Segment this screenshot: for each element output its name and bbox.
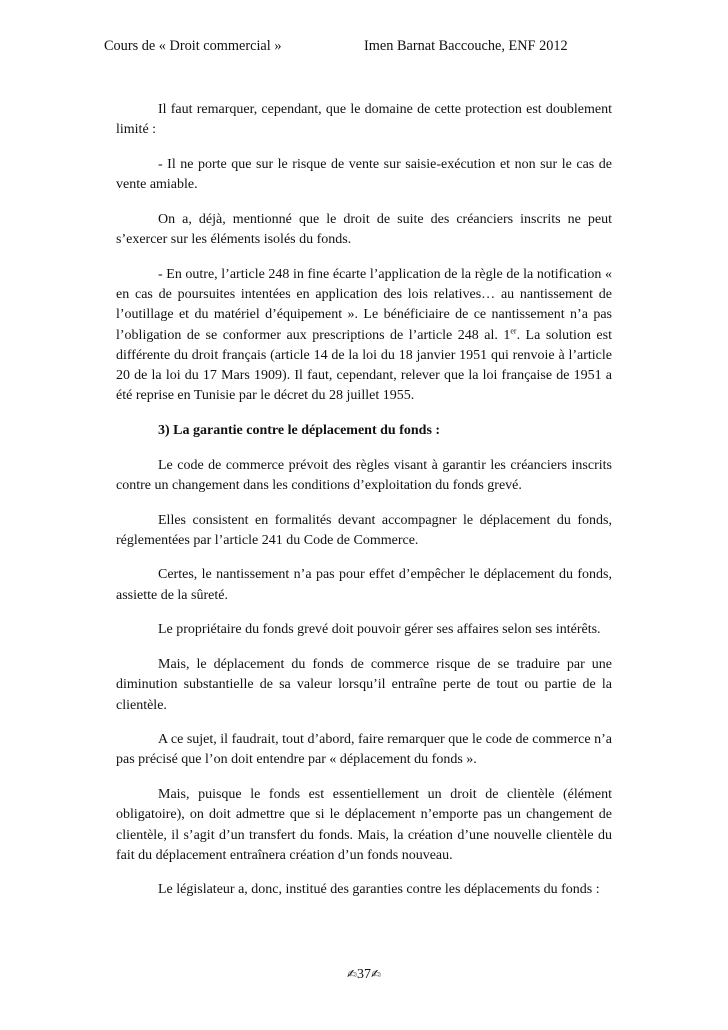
section-heading: 3) La garantie contre le déplacement du fonds : [158, 423, 441, 439]
superscript: er [510, 325, 517, 335]
paragraph: A ce sujet, il faudrait, tout d’abord, faire remarquer que le code de commerce n’a pas précisé que l’on doit entendre par « déplacement du fonds ». [116, 732, 612, 768]
pen-icon: ✍ [371, 967, 382, 981]
paragraph: Mais, le déplacement du fonds de commerce risque de se traduire par une diminution substantielle de sa valeur lorsqu’il entraîne perte de tout ou partie de la clientèle. [116, 656, 612, 713]
page-footer [0, 967, 728, 983]
paragraph-text: . La solution est différente du droit français (article 14 de la loi du 18 janvier 1951 qui renvoie à l’article 20 de la loi du 17 Mars 1909). Il faut, cependant, relever que la loi française de 1951 a été reprise en Tunisie par le décret du 28 juillet 1955. [116, 327, 612, 404]
author-line: Imen Barnat Baccouche, ENF 2012 [364, 38, 568, 54]
paragraph: Le code de commerce prévoit des règles visant à garantir les créanciers inscrits contre un changement dans les conditions d’exploitation du fonds grevé. [116, 457, 612, 493]
paragraph: On a, déjà, mentionné que le droit de suite des créanciers inscrits ne peut s’exercer sur les éléments isolés du fonds. [116, 211, 612, 248]
paragraph: Certes, le nantissement n’a pas pour effet d’empêcher le déplacement du fonds, assiette de la sûreté. [116, 567, 612, 603]
paragraph: Elles consistent en formalités devant accompagner le déplacement du fonds, réglementées par l’article 241 du Code de Commerce. [116, 512, 612, 548]
paragraph: Mais, puisque le fonds est essentiellement un droit de clientèle (élément obligatoire), on doit admettre que si le déplacement n’emporte pas un changement de clientèle, il s’agit d’un transfert du fonds. Mais, la création d’une nouvelle clientèle du fait du déplacement entraînera création d’un fonds nouveau. [116, 786, 612, 863]
document-body [116, 100, 612, 915]
course-title: Cours de « Droit commercial » [104, 38, 282, 54]
page-number: 37 [357, 967, 371, 982]
paragraph-text: - En outre, l’article 248 in fine écarte l’application de la règle de la notification « en cas de poursuites intentées en application des lois relatives… au nantissement de l’outillage et du matériel d’équipement ». Le bénéficiaire de ce nantissement n’a pas l’obligation de se conformer aux prescriptions de l’article 248 al. 1 [116, 266, 612, 343]
paragraph: Le propriétaire du fonds grevé doit pouvoir gérer ses affaires selon ses intérêts. [158, 622, 601, 638]
page-header [104, 38, 628, 58]
paragraph: Le législateur a, donc, institué des garanties contre les déplacements du fonds : [158, 882, 600, 898]
paragraph: - Il ne porte que sur le risque de vente sur saisie-exécution et non sur le cas de vente amiable. [116, 156, 612, 193]
pen-icon: ✍ [346, 967, 357, 981]
paragraph: Il faut remarquer, cependant, que le domaine de cette protection est doublement limité : [116, 102, 612, 138]
paragraph-article-248 [116, 265, 612, 407]
